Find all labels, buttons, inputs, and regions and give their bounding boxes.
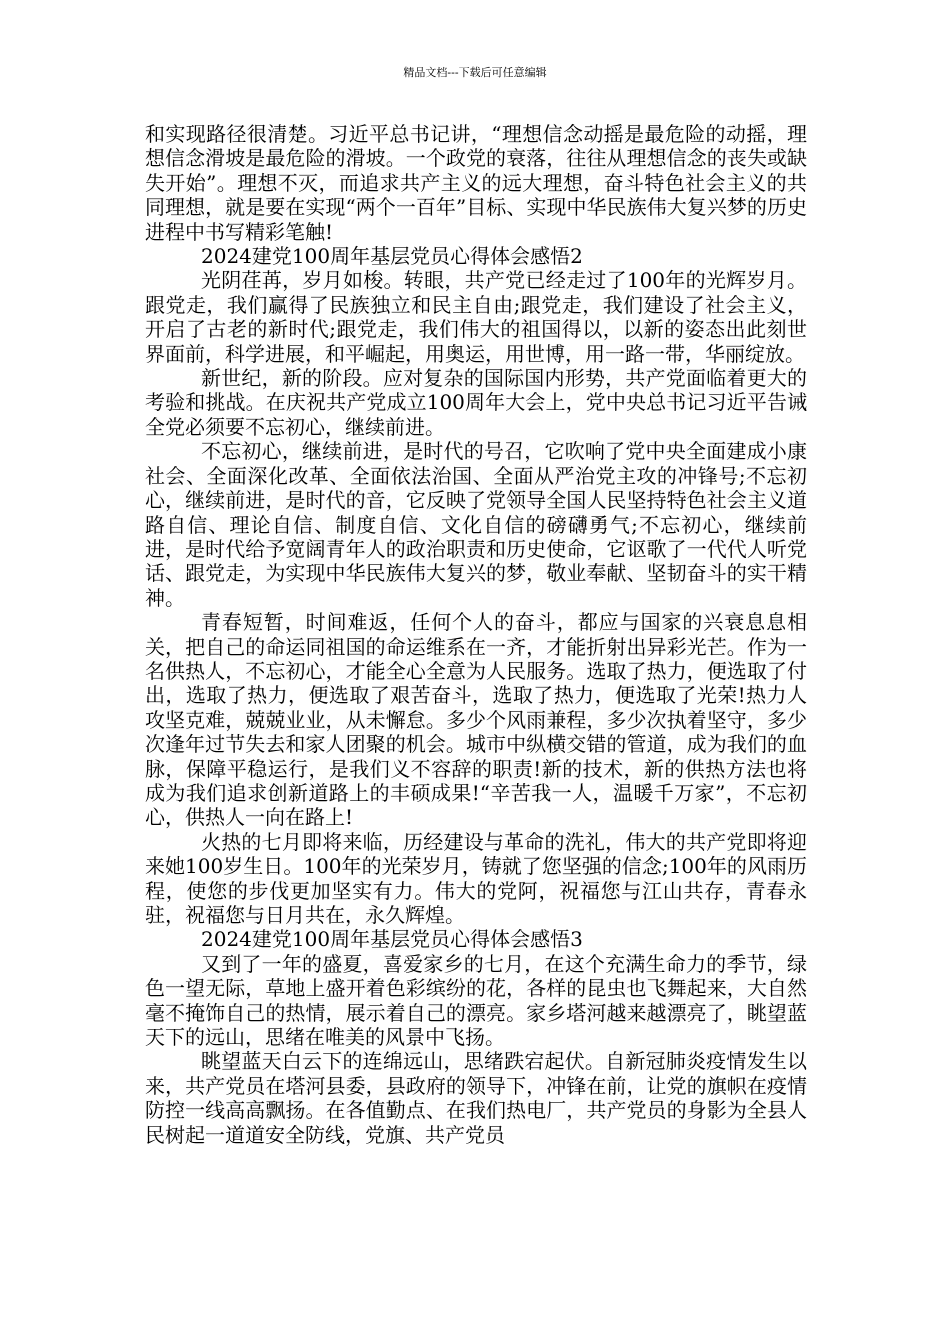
page-header: 精品文档---下载后可任意编辑 bbox=[403, 66, 547, 79]
section-heading-2: 2024建党100周年基层党员心得体会感悟2 bbox=[201, 244, 583, 269]
section-heading-3: 2024建党100周年基层党员心得体会感悟3 bbox=[201, 927, 583, 952]
document-body bbox=[145, 122, 807, 1147]
paragraph-4: 新世纪，新的阶段。应对复杂的国际国内形势，共产党面临着更大的考验和挑战。在庆祝共产党成立100周年大会上，党中央总书记习近平告诫全党必须要不忘初心，继续前进。 bbox=[145, 366, 807, 439]
paragraph-3: 光阴荏苒，岁月如梭。转眼，共产党已经走过了100年的光辉岁月。跟党走，我们赢得了民族独立和民主自由;跟党走，我们建设了社会主义，开启了古老的新时代;跟党走，我们伟大的祖国得以，以新的姿态出此刻世界面前，科学进展，和平崛起，用奥运，用世博，用一路一带，华丽绽放。 bbox=[145, 268, 807, 366]
paragraph-7: 火热的七月即将来临，历经建设与革命的洗礼，伟大的共产党即将迎来她100岁生日。100年的光荣岁月，铸就了您坚强的信念;100年的风雨历程，使您的步伐更加坚实有力。伟大的党阿，祝福您与江山共存，青春永驻，祝福您与日月共在，永久辉煌。 bbox=[145, 829, 807, 927]
paragraph-1: 和实现路径很清楚。习近平总书记讲，“理想信念动摇是最危险的动摇，理想信念滑坡是最危险的滑坡。一个政党的衰落，往往从理想信念的丧失或缺失开始”。理想不灭，而追求共产主义的远大理想，奋斗特色社会主义的共同理想，就是要在实现“两个一百年”目标、实现中华民族伟大复兴梦的历史进程中书写精彩笔触! bbox=[145, 122, 807, 244]
paragraph-6: 青春短暂，时间难返，任何个人的奋斗，都应与国家的兴衰息息相关，把自己的命运同祖国的命运维系在一齐，才能折射出异彩光芒。作为一名供热人，不忘初心，才能全心全意为人民服务。选取了热力，便选取了付出，选取了热力，便选取了艰苦奋斗，选取了热力，便选取了光荣!热力人攻坚克难，兢兢业业，从未懈怠。多少个风雨兼程，多少次执着坚守，多少次逢年过节失去和家人团聚的机会。城市中纵横交错的管道，成为我们的血脉，保障平稳运行，是我们义不容辞的职责!新的技术，新的供热方法也将成为我们追求创新道路上的丰硕成果!“辛苦我一人，温暖千万家”，不忘初心，供热人一向在路上! bbox=[145, 610, 807, 830]
paragraph-5: 不忘初心，继续前进，是时代的号召，它吹响了党中央全面建成小康社会、全面深化改革、全面依法治国、全面从严治党主攻的冲锋号;不忘初心，继续前进，是时代的音，它反映了党领导全国人民坚持特色社会主义道路自信、理论自信、制度自信、文化自信的磅礴勇气;不忘初心，继续前进，是时代给予宽阔青年人的政治职责和历史使命，它讴歌了一代代人听党话、跟党走，为实现中华民族伟大复兴的梦，敬业奉献、坚韧奋斗的实干精神。 bbox=[145, 439, 807, 610]
paragraph-10: 眺望蓝天白云下的连绵远山，思绪跌宕起伏。自新冠肺炎疫情发生以来，共产党员在塔河县委，县政府的领导下，冲锋在前，让党的旗帜在疫情防控一线高高飘扬。在各值勤点、在我们热电厂，共产党员的身影为全县人民树起一道道安全防线，党旗、共产党员 bbox=[145, 1049, 807, 1147]
paragraph-9: 又到了一年的盛夏，喜爱家乡的七月，在这个充满生命力的季节，绿色一望无际，草地上盛开着色彩缤纷的花，各样的昆虫也飞舞起来，大自然毫不掩饰自己的热情，展示着自己的漂亮。家乡塔河越来越漂亮了，眺望蓝天下的远山，思绪在唯美的风景中飞扬。 bbox=[145, 951, 807, 1050]
